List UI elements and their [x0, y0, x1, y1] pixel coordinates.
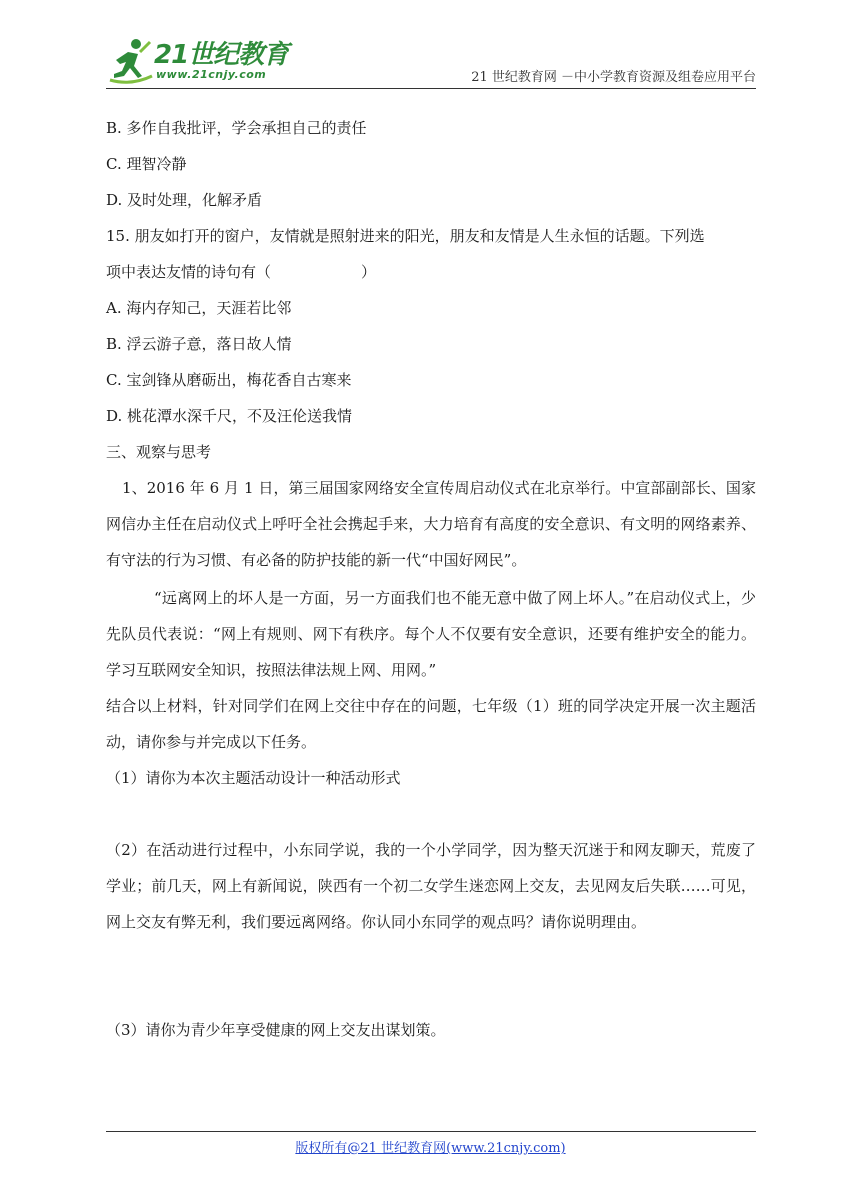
- option-a: A. 海内存知己，天涯若比邻: [106, 299, 292, 317]
- option-d: D. 桃花潭水深千尺，不及汪伦送我情: [106, 407, 353, 425]
- material-paragraph-2: “远离网上的坏人是一方面，另一方面我们也不能无意中做了网上坏人。”在启动仪式上，少先队员代表说：“网上有规则、网下有秩序。每个人不仅要有安全意识，还要有维护安全的能力。学习互联网安全知识，按照法律法规上网、用网。”: [106, 589, 756, 679]
- material-paragraph-3: 结合以上材料，针对同学们在网上交往中存在的问题，七年级（1）班的同学决定开展一次主题活动，请你参与并完成以下任务。: [106, 697, 756, 751]
- question-15-stem: 项中表达友情的诗句有（: [106, 263, 272, 281]
- answer-space-2: [106, 940, 756, 1012]
- logo-text: 21世纪教育: [154, 40, 289, 70]
- task-1: （1）请你为本次主题活动设计一种活动形式: [106, 769, 401, 787]
- header-site-title: 21 世纪教育网 －中小学教育资源及组卷应用平台: [471, 70, 756, 85]
- task-3: （3）请你为青少年享受健康的网上交友出谋划策。: [106, 1021, 446, 1039]
- question-15-close: ）: [361, 263, 377, 281]
- option-b: B. 浮云游子意，落日故人情: [106, 335, 292, 353]
- answer-space-1: [106, 796, 756, 832]
- question-15-line-1: 15. 朋友如打开的窗户，友情就是照射进来的阳光，朋友和友情是人生永恒的话题。下列选: [106, 227, 705, 245]
- site-logo[interactable]: [106, 30, 306, 86]
- option-c: C. 宝剑锋从磨砺出，梅花香自古寒来: [106, 371, 352, 389]
- option-c-prev: C. 理智冷静: [106, 155, 187, 173]
- material-paragraph-1: 1、2016 年 6 月 1 日，第三届国家网络安全宣传周启动仪式在北京举行。中宣部副部长、国家网信办主任在启动仪式上呼吁全社会携起手来，大力培育有高度的安全意识、有文明的网络素养、有守法的行为习惯、有必备的防护技能的新一代“中国好网民”。: [106, 479, 756, 569]
- runner-logo-icon: [106, 36, 156, 86]
- header-divider: [106, 88, 756, 89]
- section-heading: 三、观察与思考: [106, 443, 212, 461]
- task-2: （2）在活动进行过程中，小东同学说，我的一个小学同学，因为整天沉迷于和网友聊天，荒废了学业；前几天，网上有新闻说，陕西有一个初二女学生迷恋网上交友，去见网友后失联……可见，网上交友有弊无利，我们要远离网络。你认同小东同学的观点吗？请你说明理由。: [106, 841, 756, 931]
- footer-divider: [106, 1131, 756, 1132]
- question-15-line-2: [106, 254, 756, 290]
- option-b-prev: B. 多作自我批评，学会承担自己的责任: [106, 119, 367, 137]
- document-body: [106, 110, 756, 1048]
- page-header: [106, 30, 756, 90]
- logo-url: www.21cnjy.com: [156, 68, 267, 81]
- copyright-link[interactable]: 版权所有@21 世纪教育网(www.21cnjy.com): [295, 1141, 566, 1156]
- option-d-prev: D. 及时处理，化解矛盾: [106, 191, 263, 209]
